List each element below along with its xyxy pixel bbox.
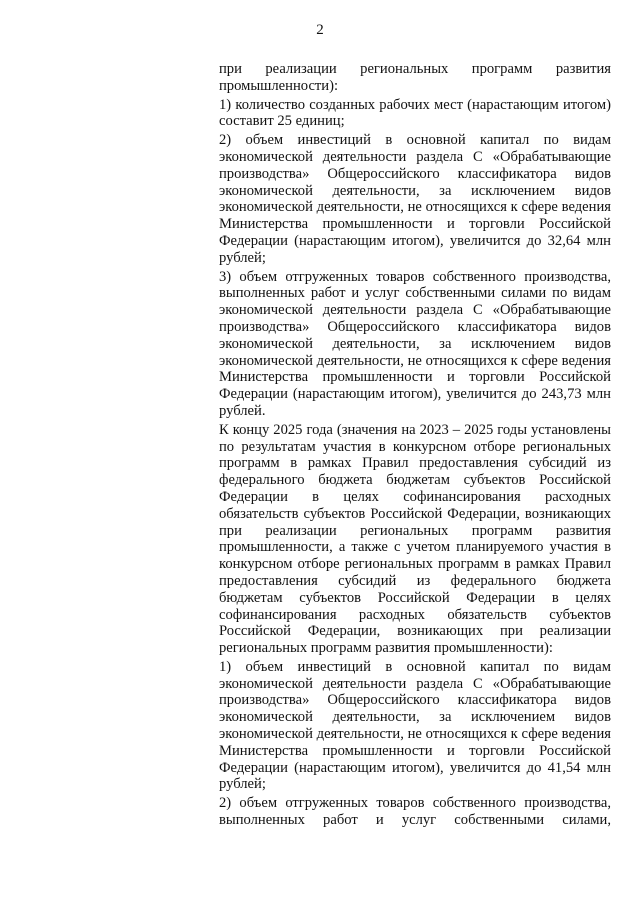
- list-item-investment-volume: 2) объем инвестиций в основной капитал по видам экономической деятельности раздела C «Обрабатывающие производства» Общероссийского классификатора видов экономической деятельности, за исключением видов экономической деятельности, не относящихся к сфере ведения Министерства промышленности и торговли Российской Федерации (нарастающим итогом), увеличится до 32,64 млн рублей;: [219, 132, 611, 266]
- document-body: [219, 61, 611, 831]
- paragraph-end-of-2025: К концу 2025 года (значения на 2023 – 2025 годы установлены по результатам участия в конкурсном отборе региональных программ в рамках Правил предоставления субсидий из федерального бюджета бюджетам субъектов Российской Федерации в целях софинансирования расходных обязательств субъектов Российской Федерации, возникающих при реализации региональных программ развития промышленности, а также с учетом планируемого участия в конкурсном отборе региональных программ в рамках Правил предоставления субсидий из федерального бюджета бюджетам субъектов Российской Федерации в целях софинансирования расходных обязательств субъектов Российской Федерации, возникающих при реализации региональных программ развития промышленности):: [219, 421, 611, 657]
- list-item-investment-volume-2025: 1) объем инвестиций в основной капитал по видам экономической деятельности раздела C «Обрабатывающие производства» Общероссийского классификатора видов экономической деятельности, за исключением видов экономической деятельности, не относящихся к сфере ведения Министерства промышленности и торговли Российской Федерации (нарастающим итогом), увеличится до 41,54 млн рублей;: [219, 658, 611, 793]
- list-item-shipped-goods-volume: 3) объем отгруженных товаров собственного производства, выполненных работ и услуг собственными силами по видам экономической деятельности раздела C «Обрабатывающие производства» Общероссийского классификатора видов экономической деятельности, за исключением видов экономической деятельности, не относящихся к сфере ведения Министерства промышленности и торговли Российской Федерации (нарастающим итогом), увеличится до 243,73 млн рублей.: [219, 268, 611, 419]
- list-item-shipped-goods-2025: 2) объем отгруженных товаров собственного производства, выполненных работ и услуг собственными силами,: [219, 795, 611, 829]
- paragraph-continuation: при реализации региональных программ развития промышленности):: [219, 61, 611, 94]
- page-number: 2: [316, 22, 324, 38]
- list-item-jobs-created: 1) количество созданных рабочих мест (нарастающим итогом) составит 25 единиц;: [219, 96, 611, 130]
